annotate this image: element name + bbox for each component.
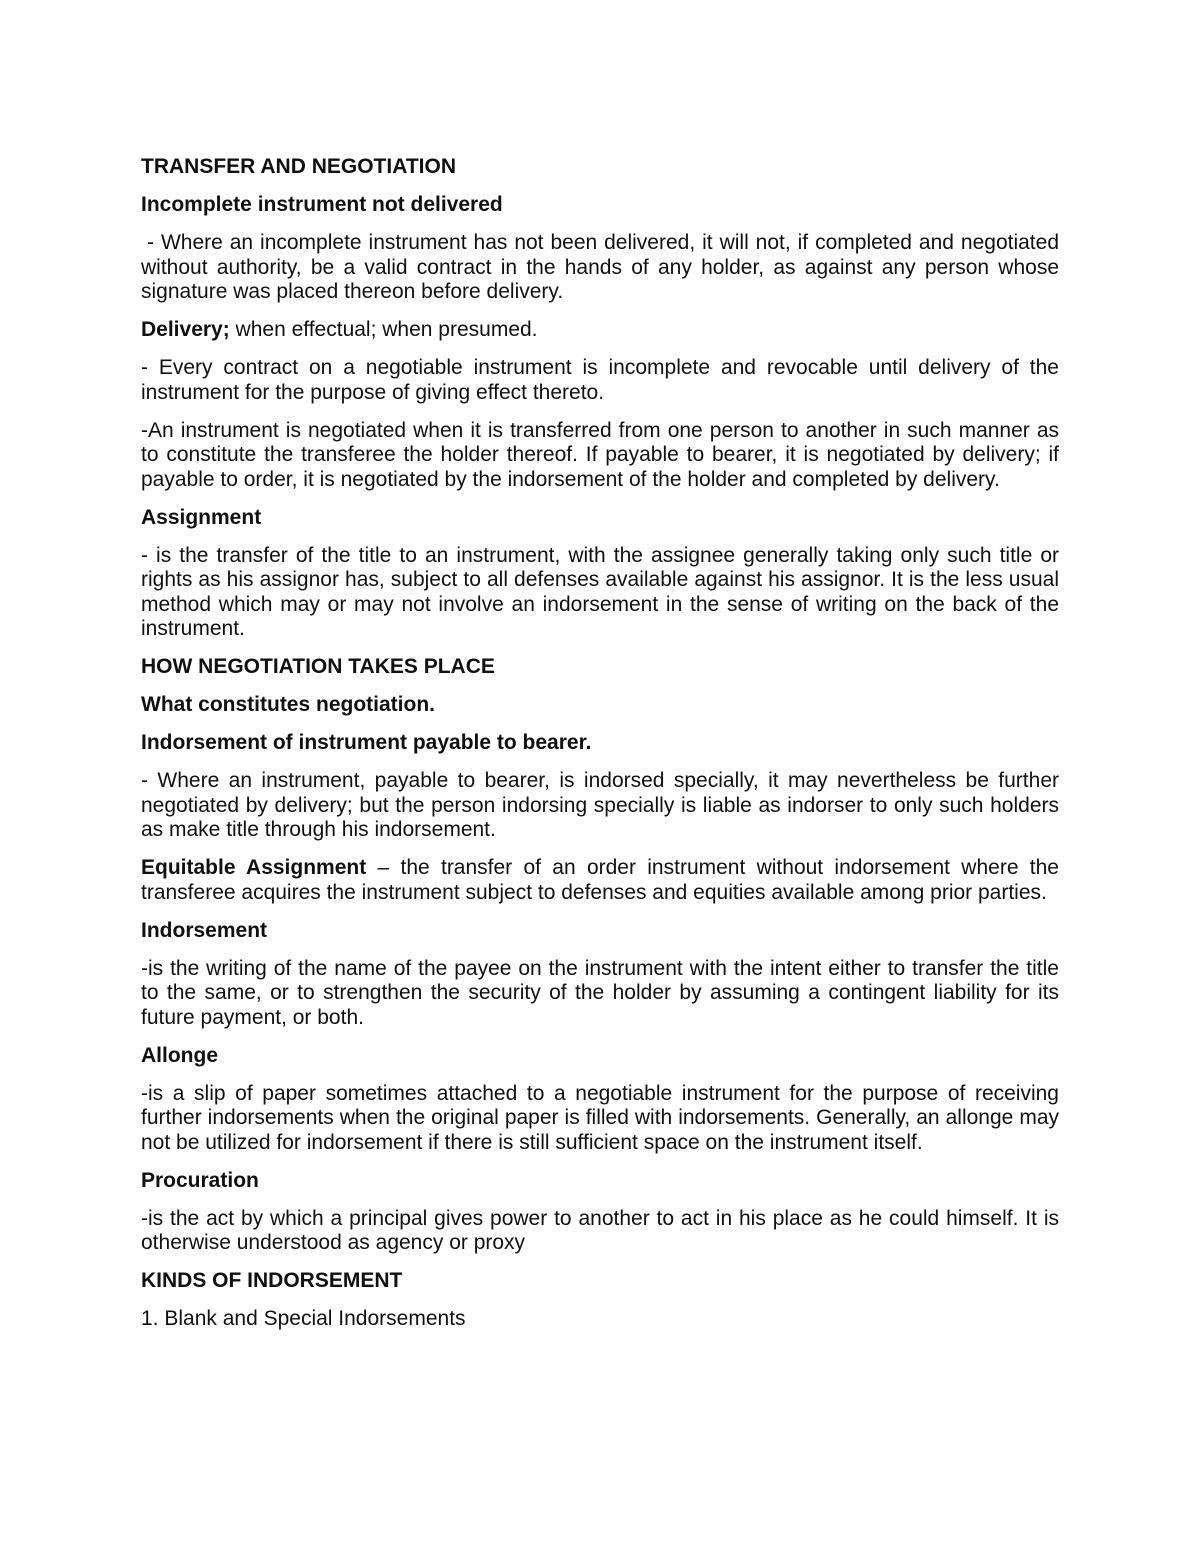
heading-indorsement: Indorsement bbox=[141, 918, 268, 942]
heading-payable-to-bearer: Indorsement of instrument payable to bearer. bbox=[141, 731, 592, 754]
heading-what-constitutes: What constitutes negotiation. bbox=[141, 693, 435, 716]
equitable-assignment-term: Equitable Assignment bbox=[141, 856, 367, 879]
equitable-assignment-rest: – the transfer of an order instrument without indorsement where the transferee acquires the instrument subject to defenses and equities available among prior parties. bbox=[141, 856, 1059, 904]
paragraph-delivery-heading bbox=[141, 318, 1059, 343]
section-title: TRANSFER AND NEGOTIATION bbox=[141, 155, 456, 178]
paragraph-delivery-1: - Every contract on a negotiable instrument is incomplete and revocable until delivery of the instrument for the purpose of giving effect thereto. bbox=[141, 356, 1059, 404]
paragraph-allonge: -is a slip of paper sometimes attached to a negotiable instrument for the purpose of receiving further indorsements when the original paper is filled with indorsements. Generally, an allonge may not be utilized for indorsement if there is still sufficient space on the instrument itself. bbox=[141, 1081, 1059, 1154]
delivery-rest: when effectual; when presumed. bbox=[229, 318, 538, 341]
section-title-how-negotiation: HOW NEGOTIATION TAKES PLACE bbox=[141, 655, 495, 678]
paragraph-payable-to-bearer: - Where an instrument, payable to bearer, is indorsed specially, it may nevertheless be further negotiated by delivery; but the person indorsing specially is liable as indorser to only such holders as make title through his indorsement. bbox=[141, 769, 1059, 841]
heading-incomplete-instrument: Incomplete instrument not delivered bbox=[141, 193, 503, 216]
heading-assignment: Assignment bbox=[141, 505, 262, 529]
paragraph-indorsement: -is the writing of the name of the payee on the instrument with the intent either to transfer the title to the same, or to strengthen the security of the holder by assuming a contingent liability for its future payment, or both. bbox=[141, 956, 1059, 1029]
heading-allonge: Allonge bbox=[141, 1043, 218, 1067]
paragraph-delivery-2: -An instrument is negotiated when it is transferred from one person to another in such manner as to constitute the transferee the holder thereof. If payable to bearer, it is negotiated by delivery; if payable to order, it is negotiated by the indorsement of the holder and completed by delivery. bbox=[141, 418, 1059, 491]
heading-procuration: Procuration bbox=[141, 1168, 259, 1192]
document-page bbox=[141, 155, 1059, 1345]
list-item: 1. Blank and Special Indorsements bbox=[141, 1307, 466, 1330]
delivery-term: Delivery; bbox=[141, 318, 230, 341]
paragraph-equitable-assignment bbox=[141, 856, 1059, 905]
section-title-kinds-of-indorsement: KINDS OF INDORSEMENT bbox=[141, 1269, 403, 1292]
paragraph-incomplete-instrument: - Where an incomplete instrument has not been delivered, it will not, if completed and negotiated without authority, be a valid contract in the hands of any holder, as against any person whose signature was placed thereon before delivery. bbox=[141, 231, 1059, 303]
paragraph-assignment: - is the transfer of the title to an instrument, with the assignee generally taking only such title or rights as his assignor has, subject to all defenses available against his assignor. It is the less usual method which may or may not involve an indorsement in the sense of writing on the back of the instrument. bbox=[141, 543, 1059, 640]
paragraph-procuration: -is the act by which a principal gives power to another to act in his place as he could himself. It is otherwise understood as agency or proxy bbox=[141, 1206, 1059, 1254]
